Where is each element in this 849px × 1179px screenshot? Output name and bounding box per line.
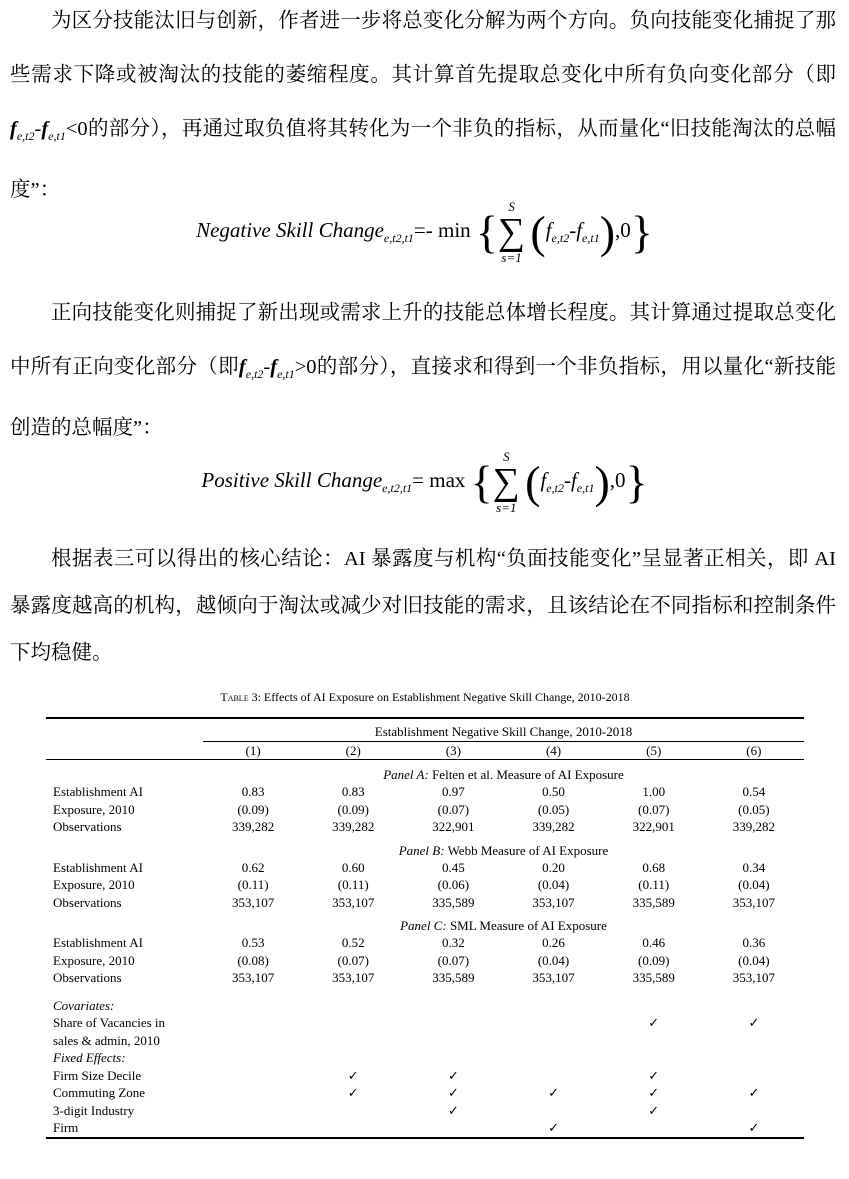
table-row: Establishment AI 0.62 0.60 0.45 0.20 0.68 0.34 [46, 859, 804, 877]
check-cell [503, 1102, 603, 1120]
table-cell: (0.04) [537, 952, 570, 968]
table-cell: 339,282 [332, 819, 375, 835]
covariates-label: Covariates: [53, 997, 115, 1013]
check-cell: ✓ [648, 1067, 660, 1083]
check-cell [503, 1014, 603, 1032]
check-cell: ✓ [347, 1067, 359, 1083]
table-cell: 335,589 [432, 970, 475, 986]
table-cell: 0.34 [742, 859, 766, 875]
table-cell: 0.26 [542, 935, 565, 951]
table-row: 3-digit Industry ✓ ✓ [46, 1102, 804, 1120]
check-cell: ✓ [548, 1120, 559, 1136]
table-cell: (0.07) [437, 952, 470, 968]
panel-title: Panel A: Felten et al. Measure of AI Exposure [383, 767, 624, 782]
table-cell: (0.09) [637, 952, 670, 968]
table-cell: 322,901 [632, 819, 675, 835]
paragraph-conclusion: 根据表三可以得出的核心结论：AI 暴露度与机构“负面技能变化”呈显著正相关，即 AI 暴露度越高的机构，越倾向于淘汰或减少对旧技能的需求，且该结论在不同指标和控制条件下均稳健。 [10, 548, 836, 664]
check-cell: ✓ [447, 1085, 459, 1101]
fixed-effects-label: Fixed Effects: [53, 1050, 126, 1066]
paragraph-negative-change: 为区分技能汰旧与创新，作者进一步将总变化分解为两个方向。负向技能变化捕捉了那些需求下降或被淘汰的技能的萎缩程度。其计算首先提取总变化中所有负向变化部分（即$f_{e,t2}-f_{e,t1}<0$的部分），再通过取负值将其转化为一个非负的指标，从而量化“旧技能淘汰的总幅度”： [10, 10, 836, 202]
column-header: (4) [545, 742, 562, 758]
check-cell [403, 1119, 503, 1138]
table-cell: 335,589 [432, 894, 475, 910]
table-cell: 353,107 [332, 894, 375, 910]
paragraph-positive-change: 正向技能变化则捕捉了新出现或需求上升的技能总体增长程度。其计算通过提取总变化中所有正向变化部分（即$f_{e,t2}-f_{e,t1}>0$的部分），直接求和得到一个非负指标，用以量化“新技能创造的总幅度”： [10, 302, 836, 440]
table-row: Observations 339,282 339,282 322,901 339,282 322,901 339,282 [46, 818, 804, 836]
table-cell: 0.97 [442, 784, 465, 800]
table-cell: 353,107 [732, 970, 776, 986]
table-cell: 0.36 [742, 935, 766, 951]
table-row: Observations 353,107 353,107 335,589 353,107 335,589 353,107 [46, 969, 804, 987]
table-cell: 0.62 [241, 859, 265, 875]
table-cell: 339,282 [231, 819, 275, 835]
check-cell: ✓ [347, 1085, 359, 1101]
table-cell: 353,107 [732, 894, 776, 910]
check-cell [203, 1102, 303, 1120]
table-cell: 339,282 [532, 819, 575, 835]
table-cell: 0.45 [442, 859, 465, 875]
table-row: Firm ✓ ✓ [46, 1119, 804, 1138]
table-row: Observations 353,107 353,107 335,589 353,107 335,589 353,107 [46, 894, 804, 912]
table-cell: 339,282 [732, 819, 776, 835]
check-cell [704, 1067, 804, 1085]
column-header: (3) [445, 742, 461, 758]
check-cell [203, 1084, 303, 1102]
table-row: Exposure, 2010 (0.09) (0.09) (0.07) (0.05) (0.07) (0.05) [46, 801, 804, 819]
table-cell: (0.09) [237, 801, 269, 817]
table-cell: 0.60 [341, 859, 365, 875]
table-cell: 0.32 [442, 935, 465, 951]
table-cell: (0.11) [337, 877, 369, 893]
table-cell: 0.52 [341, 935, 365, 951]
check-cell [303, 1014, 403, 1032]
table-cell: 0.46 [642, 935, 666, 951]
column-header: (5) [646, 742, 662, 758]
table-row: Establishment AI 0.53 0.52 0.32 0.26 0.46 0.36 [46, 934, 804, 952]
check-cell [503, 1067, 603, 1085]
table-cell: 353,107 [532, 894, 575, 910]
check-cell: ✓ [548, 1085, 559, 1101]
table-cell: 335,589 [632, 970, 675, 986]
table-row: Share of Vacancies in ✓ ✓ [46, 1014, 804, 1032]
table-row: Establishment AI 0.83 0.83 0.97 0.50 1.00 0.54 [46, 783, 804, 801]
table-cell: (0.08) [237, 952, 269, 968]
table-cell: 1.00 [642, 784, 666, 800]
table-cell: 335,589 [632, 894, 675, 910]
table-cell: 0.68 [642, 859, 666, 875]
table-row: Exposure, 2010 (0.08) (0.07) (0.07) (0.04) (0.09) (0.04) [46, 952, 804, 970]
table-cell: 0.83 [241, 784, 265, 800]
table-cell: (0.06) [437, 877, 470, 893]
table-cell: 322,901 [432, 819, 475, 835]
table-cell: 0.53 [241, 935, 265, 951]
panel-title: Panel B: Webb Measure of AI Exposure [398, 842, 609, 858]
table-row: Exposure, 2010 (0.11) (0.11) (0.06) (0.04) (0.11) (0.04) [46, 876, 804, 894]
table-cell: (0.05) [537, 801, 570, 817]
table-cell: (0.11) [237, 877, 269, 893]
formula-negative: Negative Skill Change$_{e,t2,t1}$=- min { S ∑ s=1 $(f_{e,t2}-f_{e,t1}),0$} [196, 199, 653, 265]
table-cell: 353,107 [532, 970, 575, 986]
check-cell: ✓ [648, 1015, 660, 1031]
table-header: Establishment Negative Skill Change, 2010-2018 [203, 718, 804, 741]
table-cell: 353,107 [231, 894, 275, 910]
table-cell: 0.54 [742, 784, 766, 800]
table-cell: (0.11) [638, 877, 670, 893]
table-cell: (0.07) [337, 952, 369, 968]
table-caption: Table 3: Effects of AI Exposure on Establishment Negative Skill Change, 2010-2018 [220, 690, 630, 704]
table-row: Firm Size Decile ✓ ✓ ✓ [46, 1067, 804, 1085]
table-cell: (0.07) [637, 801, 670, 817]
check-cell [303, 1102, 403, 1120]
check-cell [303, 1119, 403, 1138]
check-cell [604, 1119, 704, 1138]
table-cell: (0.04) [738, 952, 770, 968]
check-cell: ✓ [748, 1015, 760, 1031]
check-cell [203, 1014, 303, 1032]
table-cell: (0.07) [437, 801, 470, 817]
regression-table: Table 3: Effects of AI Exposure on Establishment Negative Skill Change, 2010-2018 Establishment Negative Skill Change, 2010-2018 (1) (2) (3) (4) (5) (6) Panel A: Felten et al. Measure of AI Exposure Establishment AI 0.83 0.83 0.97 0.50 1.00 0.54 Exposure, 2010 (0.09) (0.09) (0.07) (0.05) (0.07) (0.05) Observations 339,282 339,282 322,901 339,282 322,901 339,282 Panel B: Webb Measure of AI Exposure Establishment AI 0.62 0.60 0.45 0.20 0.68 0.34 Exposure, 2010 (0.11) (0.11) (0.06) (0.04) (0.11) (0.04) Observations 353,107 353,107 335,589 353,107 335,589 353,107 Panel C: SML Measure of AI Exposure Establishment AI 0.53 0.52 0.32 0.26 0.46 0.36 Exposure, 2010 (0.08) (0.07) (0.07) (0.04) (0.09) (0.04) Observations 353,107 353,107 335,589 353,107 335,589 353,107 Covariates: Share of Vacancies in ✓ ✓ sales & admin, 2010 Fixed Effects: Firm Size Decile ✓ ✓ ✓ Commuting Zone ✓ ✓ ✓ ✓ ✓ 3-digit Industry ✓ ✓ Firm ✓ ✓ [46, 690, 804, 1139]
formula-positive: Positive Skill Change$_{e,t2,t1}$= max { S ∑ s=1 $(f_{e,t2}-f_{e,t1}),0$} [201, 449, 648, 515]
check-cell: ✓ [648, 1085, 660, 1101]
column-header: (1) [245, 742, 261, 758]
table-cell: 353,107 [231, 970, 275, 986]
check-cell: ✓ [447, 1102, 459, 1118]
table-row: Commuting Zone ✓ ✓ ✓ ✓ ✓ [46, 1084, 804, 1102]
table-cell: 0.20 [542, 859, 565, 875]
panel-title: Panel C: SML Measure of AI Exposure [400, 918, 607, 933]
check-cell: ✓ [748, 1085, 760, 1101]
table-cell: (0.05) [738, 801, 770, 817]
table-cell: 353,107 [332, 970, 375, 986]
table-cell: (0.04) [738, 877, 770, 893]
column-header: (2) [345, 742, 361, 758]
column-header: (6) [746, 742, 762, 758]
check-cell [203, 1067, 303, 1085]
check-cell: ✓ [748, 1120, 760, 1136]
check-cell [403, 1014, 503, 1032]
table-cell: (0.09) [337, 801, 369, 817]
table-cell: 0.83 [341, 784, 365, 800]
table-cell: 0.50 [542, 784, 565, 800]
table-cell: (0.04) [537, 877, 570, 893]
check-cell: ✓ [447, 1067, 459, 1083]
check-cell [704, 1102, 804, 1120]
check-cell: ✓ [648, 1102, 660, 1118]
check-cell [203, 1119, 303, 1138]
